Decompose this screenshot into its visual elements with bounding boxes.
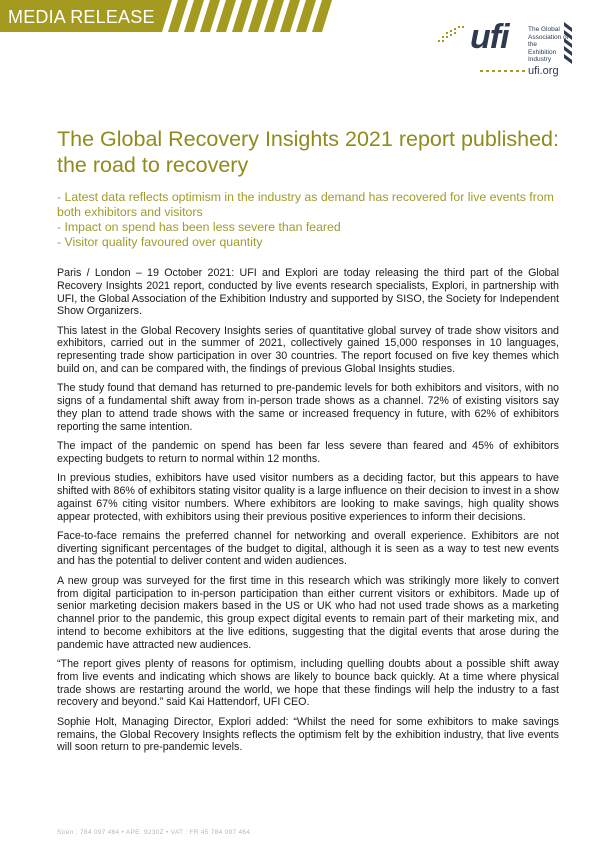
highlight-item: - Visitor quality favoured over quantity (57, 235, 263, 249)
body-paragraph: In previous studies, exhibitors have used visitor numbers as a deciding factor, but this appears to have shifted with 86% of exhibitors stating visitor quality is a large influence on their decision to invest in a show against 67% citing visitor numbers. Where exhibitors are looking to make savings, high quality shows appear protected, with exhibitors using their previous positive experiences to inform their decisions. (57, 472, 559, 523)
logo-association-text (528, 26, 578, 64)
body-paragraph: A new group was surveyed for the first time in this research which was strikingly more likely to convert from digital participation to in-person participation than either current visitors or exhibitors. Made up of senior marketing decision makers based in the US or UK who had not used trade shows as a marketing channel prior to the pandemic, this group expect digital events to remain part of their marketing mix, and intend to become exhibitors at the live editions, suggesting that the digital events that arose during the pandemic have attracted new audiences. (57, 574, 559, 651)
banner-label: MEDIA RELEASE (8, 7, 155, 27)
release-title: The Global Recovery Insights 2021 report published: the road to recovery (57, 127, 559, 177)
logo-association-line: Exhibition Industry (528, 48, 557, 63)
body-paragraph: The impact of the pandemic on spend has been far less severe than feared and 45% of exhibitors expecting budgets to return to normal within 12 months. (57, 440, 559, 465)
body-paragraph: Sophie Holt, Managing Director, Explori added: “Whilst the need for some exhibitors to make savings remains, the Global Recovery Insights reflects the optimism felt by the exhibition industry, that live events will soon return to pre-pandemic levels. (57, 715, 559, 754)
highlight-item: - Impact on spend has been less severe than feared (57, 220, 341, 234)
ufi-logo (436, 18, 586, 82)
highlight-item: - Latest data reflects optimism in the industry as demand has recovered for live events from both exhibitors and visitors (57, 190, 554, 219)
highlights-list (57, 190, 562, 250)
body-paragraph: The study found that demand has returned to pre-pandemic levels for both exhibitors and visitors, with no signs of a fundamental shift away from in-person trade shows as a channel. 72% of existing visitors say they plan to attend trade shows with the same or increased frequency in future, with 62% of exhibitors reporting the same intention. (57, 382, 559, 433)
body-paragraph: Face-to-face remains the preferred channel for networking and overall experience. Exhibitors are not diverting significant percentages of the budget to digital, although it is seen as a way to test new events and has the potential to deliver content and widen audiences. (57, 529, 559, 568)
logo-wordmark: ufi (470, 18, 509, 56)
body-paragraph: Paris / London – 19 October 2021: UFI and Explori are today releasing the third part of the Global Recovery Insights 2021 report, conducted by live events research specialists, Explori, in partnership with UFI, the Global Association of the Exhibition Industry and supported by SISO, the Society for Independent Show Organizers. (57, 267, 559, 318)
logo-url: ufi.org (528, 65, 559, 77)
release-body (57, 267, 559, 761)
company-registration-footer: Siren : 784 097 464 • APE: 9230Z • VAT : FR 45 784 097 464 (57, 829, 251, 836)
body-paragraph: “The report gives plenty of reasons for optimism, including quelling doubts about a possible shift away from live events and indicating which shows are likely to bounce back quickly. At a time where physical trade shows are restarting around the world, we hope that these findings will help the industry to a fast recovery and beyond.” said Kai Hattendorf, UFI CEO. (57, 658, 559, 709)
body-paragraph: This latest in the Global Recovery Insights series of quantitative global survey of trade show visitors and exhibitors, carried out in the summer of 2021, collectively gained 15,000 responses in 10 languages, representing trade show participation in over 30 countries. The report focused on five key themes which build on, and can be compared with, the findings of previous Global Insights studies. (57, 324, 559, 376)
logo-association-line: The Global (528, 26, 560, 33)
logo-association-line: Association of the (528, 33, 569, 48)
